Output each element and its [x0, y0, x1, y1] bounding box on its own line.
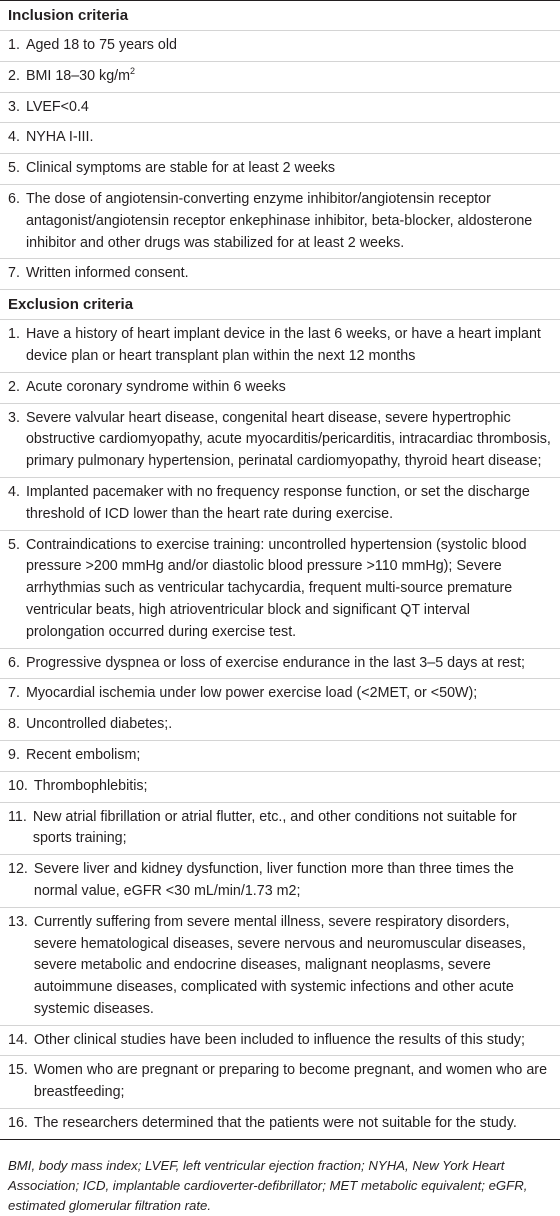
exclusion-item-12	[0, 855, 560, 908]
inclusion-item-7	[0, 259, 560, 290]
item-text: Currently suffering from severe mental illness, severe respiratory disorders, severe hematological diseases, severe nervous and neuromuscular diseases, severe metabolic and endocrine diseases, malignant neoplasms, severe autoimmune diseases, complicated with systemic infections and other acute systemic diseases.	[33, 913, 526, 1017]
item-number: 2.	[8, 378, 20, 395]
item-number: 6.	[8, 190, 20, 207]
item-text: Myocardial ischemia under low power exercise load (<2MET, or <50W);	[25, 685, 478, 702]
exclusion-item-16	[0, 1109, 560, 1139]
item-text: NYHA I-III.	[25, 129, 94, 146]
exclusion-item-9	[0, 741, 560, 772]
exclusion-item-15	[0, 1056, 560, 1109]
item-text: New atrial fibrillation or atrial flutter, etc., and other conditions not suitable for sports training;	[32, 808, 517, 847]
exclusion-item-5	[0, 531, 560, 649]
item-number: 8.	[8, 716, 20, 733]
exclusion-item-14	[0, 1026, 560, 1057]
item-number: 1.	[8, 326, 20, 343]
inclusion-item-6	[0, 185, 560, 259]
item-text: Progressive dyspnea or loss of exercise endurance in the last 3–5 days at rest;	[25, 654, 526, 671]
exclusion-item-3	[0, 404, 560, 478]
exclusion-item-11	[0, 803, 560, 856]
item-text: Recent embolism;	[25, 746, 141, 763]
table-footnote: BMI, body mass index; LVEF, left ventricular ejection fraction; NYHA, New York Heart Association; ICD, implantable cardioverter-defibrillator; MET metabolic equivalent; eGFR, estimated glomerular filtration rate.	[8, 1157, 528, 1213]
item-number: 5.	[8, 160, 20, 177]
item-number: 4.	[8, 129, 20, 146]
exclusion-item-4	[0, 478, 560, 531]
item-number: 14.	[8, 1031, 28, 1048]
exclusion-item-6	[0, 649, 560, 680]
item-number: 1.	[8, 37, 20, 53]
item-number: 5.	[8, 536, 20, 553]
inclusion-item-4	[0, 123, 560, 154]
inclusion-item-2	[0, 62, 560, 93]
item-number: 4.	[8, 483, 20, 500]
exclusion-item-8	[0, 710, 560, 741]
item-number: 7.	[8, 265, 20, 282]
item-number: 11.	[8, 808, 27, 825]
item-number: 15.	[8, 1062, 28, 1079]
item-text: The researchers determined that the patients were not suitable for the study.	[33, 1115, 517, 1132]
item-text: Women who are pregnant or preparing to become pregnant, and women who are breastfeeding;	[33, 1062, 548, 1101]
item-text: Thrombophlebitis;	[33, 777, 148, 794]
inclusion-item-1	[0, 31, 560, 62]
inclusion-item-5	[0, 154, 560, 185]
item-text: Severe liver and kidney dysfunction, liver function more than three times the normal value, eGFR <30 mL/min/1.73 m2;	[33, 861, 514, 899]
item-text: Written informed consent.	[25, 265, 189, 282]
bmi-text: BMI 18–30 kg/m	[25, 67, 131, 84]
exclusion-item-7	[0, 679, 560, 710]
exclusion-item-1	[0, 320, 560, 373]
item-number: 13.	[8, 913, 28, 930]
exclusion-item-13	[0, 908, 560, 1026]
exclusion-criteria-header: Exclusion criteria	[0, 290, 560, 320]
item-number: 7.	[8, 685, 20, 702]
item-text: The dose of angiotensin-converting enzyme inhibitor/angiotensin receptor antagonist/angiotensin receptor enkephinase inhibitor, beta-blocker, aldosterone inhibitor and other drugs was stabilized for at least 2 weeks.	[25, 190, 533, 251]
item-number: 9.	[8, 746, 20, 763]
bmi-superscript: 2	[130, 66, 136, 77]
item-text: Severe valvular heart disease, congenital heart disease, severe hypertrophic obstructive cardiomyopathy, acute myocarditis/pericarditis, intracardiac thrombosis, primary pulmonary hypertension, perinatal cardiomyopathy, thyroid heart disease;	[25, 409, 551, 470]
item-text: LVEF<0.4	[25, 98, 89, 115]
item-number: 3.	[8, 409, 20, 426]
item-text: Uncontrolled diabetes;.	[25, 716, 173, 733]
item-number: 6.	[8, 654, 20, 671]
item-number: 12.	[8, 861, 28, 878]
item-number: 16.	[8, 1115, 28, 1132]
item-number: 3.	[8, 98, 20, 115]
inclusion-item-3	[0, 93, 560, 124]
item-number: 2.	[8, 67, 20, 84]
item-text: Have a history of heart implant device in the last 6 weeks, or have a heart implant device plan or heart transplant plan within the next 12 months	[25, 326, 541, 364]
item-text: Contraindications to exercise training: uncontrolled hypertension (systolic blood pressure >200 mmHg and/or diastolic blood pressure >110 mmHg); Severe arrhythmias such as ventricular tachycardia, frequent multi-source premature ventricular beats, high atrioventricular block and significant QT interval prolongation occurred during exercise test.	[25, 536, 527, 640]
item-text: Aged 18 to 75 years old	[25, 37, 177, 53]
inclusion-criteria-header: Inclusion criteria	[0, 1, 560, 31]
item-text: Implanted pacemaker with no frequency response function, or set the discharge threshold of ICD lower than the heart rate during exercise.	[25, 483, 530, 522]
item-text: Clinical symptoms are stable for at least 2 weeks	[25, 160, 336, 177]
exclusion-item-10	[0, 772, 560, 803]
item-text: Acute coronary syndrome within 6 weeks	[25, 378, 286, 395]
item-text: Other clinical studies have been included to influence the results of this study;	[33, 1031, 526, 1048]
item-number: 10.	[8, 777, 28, 794]
item-text	[20, 66, 552, 88]
exclusion-item-2	[0, 373, 560, 404]
